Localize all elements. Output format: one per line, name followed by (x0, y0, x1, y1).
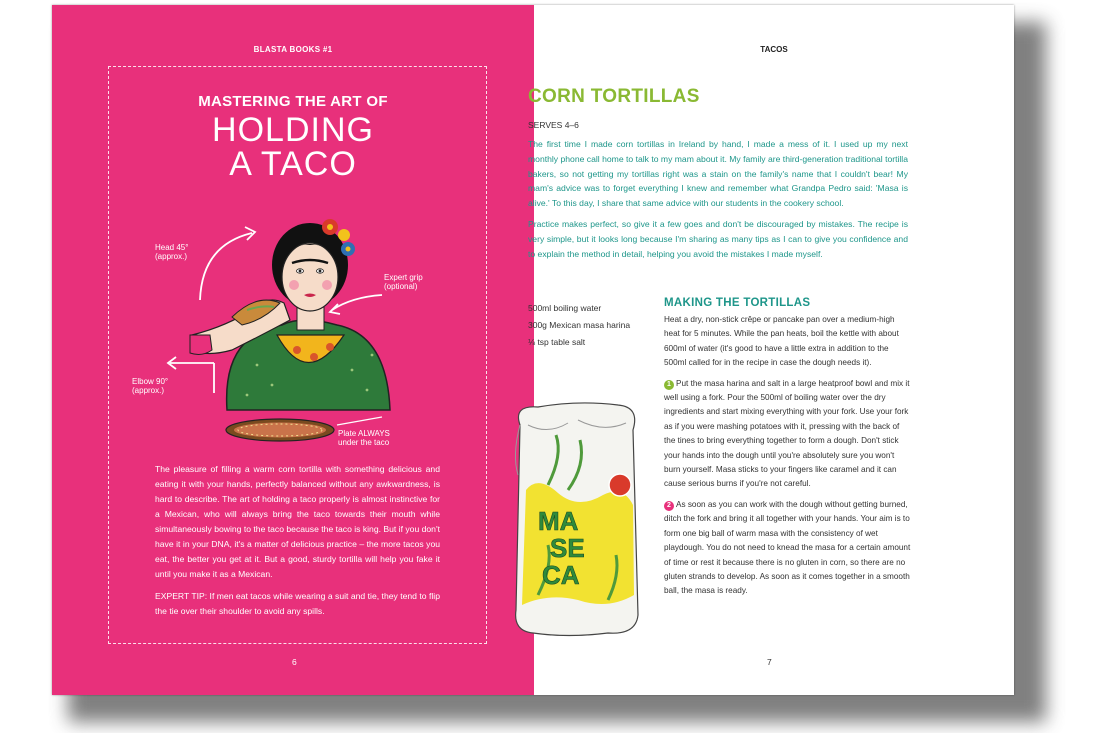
method-title: MAKING THE TORTILLAS (664, 297, 811, 309)
annotation-head (155, 243, 188, 261)
bag-label-line1: MA (538, 506, 579, 536)
annotation-plate-line2: under the taco (338, 438, 390, 447)
maseca-bag-illustration (508, 395, 644, 640)
method-intro: Heat a dry, non-stick crêpe or pancake pan over a medium-high heat for 5 minutes. While the pan heats, boil the kettle with about 600ml of water (it's good to have a little extra in addition to the 500ml called for in the recipe in case the dough needs it). (664, 315, 899, 368)
ingredient-item: 300g Mexican masa harina (528, 320, 631, 330)
annotation-head-line2: (approx.) (155, 252, 188, 261)
annotation-plate (338, 429, 390, 447)
bag-label-line3: CA (542, 560, 580, 590)
method-text (664, 313, 912, 605)
serves-label: SERVES 4–6 (528, 120, 579, 130)
annotation-elbow (132, 377, 168, 395)
step-1-text: Put the masa harina and salt in a large heatproof bowl and mix it well using a fork. Pour the 500ml of boiling water over the dry ingredients and start mixing everything with your fork. Use your fork as if you were mashing potatoes with it, pressing with the back of the tines to bring everything together to form a dough. Don't stick your hands into the dough until you're absolutely sure you won't burn yourself. Masa sticks to your fingers like caramel and it can cause serious burns if you're not careful. (664, 378, 910, 489)
expert-tip: EXPERT TIP: If men eat tacos while wearing a suit and tie, they tend to flip the tie over their shoulder to avoid any spills. (155, 591, 440, 616)
left-title-line1: HOLDING (212, 111, 374, 149)
bag-label-line2: SE (550, 533, 585, 563)
step-1-badge: 1 (664, 380, 674, 390)
left-running-head: BLASTA BOOKS #1 (253, 45, 333, 54)
annotation-grip (384, 273, 423, 291)
annotation-plate-line1: Plate ALWAYS (338, 429, 390, 438)
annotation-head-line1: Head 45° (155, 243, 189, 252)
recipe-intro (528, 137, 908, 267)
annotation-grip-line1: Expert grip (384, 273, 423, 282)
recipe-title: CORN TORTILLAS (528, 86, 700, 107)
step-2-text: As soon as you can work with the dough without getting burned, ditch the fork and bring it all together with your hands. Your aim is to form one big ball of warm masa with the consistency of wet playdough. You do not need to knead the masa for a certain amount of time or rest it because there is no gluten in corn, so there are no gluten strands to develop. As soon as it comes together in a smooth ball, the masa is ready. (664, 499, 911, 596)
method-step-2 (664, 498, 912, 599)
left-subtitle: MASTERING THE ART OF (198, 93, 388, 110)
right-running-head: TACOS (760, 45, 788, 54)
annotation-elbow-line1: Elbow 90° (132, 377, 169, 386)
right-page-number: 7 (767, 657, 772, 667)
left-page-number: 6 (292, 657, 297, 667)
ingredient-item: 500ml boiling water (528, 303, 602, 313)
left-title (52, 113, 534, 181)
left-page (52, 5, 534, 695)
ingredient-item: ⅛ tsp table salt (528, 337, 586, 347)
left-title-line2: A TACO (229, 145, 357, 183)
annotation-elbow-line2: (approx.) (132, 386, 165, 395)
left-body-text (155, 462, 440, 626)
step-2-badge: 2 (664, 501, 674, 511)
intro-paragraph-1: The first time I made corn tortillas in Ireland by hand, I made a mess of it. I used up my next monthly phone call home to talk to my mam about it. My family are third-generation traditional tortilla bakers, so not getting my tortillas right was a stain on the family's name that I couldn't bear! My mam's advice was to forget everything I knew and remember what Grandpa Pedro said: 'Masa is alive.' To this day, I share that same advice with our students in the cookery school. (528, 139, 908, 209)
annotation-grip-line2: (optional) (384, 282, 418, 291)
method-step-1 (664, 377, 912, 492)
taco-woman-illustration (52, 185, 534, 455)
intro-paragraph-2: Practice makes perfect, so give it a few goes and don't be discouraged by mistakes. The recipe is very simple, but it looks long because I'm sharing as many tips as I can to give you confidence and to explain the method in detail, helping you avoid the mistakes I made myself. (528, 218, 908, 259)
left-body-paragraph: The pleasure of filling a warm corn tortilla with something delicious and eating it with your hands, perfectly balanced without any awkwardness, is hard to describe. The art of holding a taco properly is almost instinctive for a Mexican, who will always bring the taco towards their mouth while simultaneously bowing to the taco because the taco is king. But if you don't have it in your DNA, it's a matter of delicious practice – the more tacos you eat, the better you get at it. But a good, sturdy tortilla will help you fake it until you make it as a Mexican. (155, 464, 440, 579)
ingredient-list (528, 300, 630, 351)
